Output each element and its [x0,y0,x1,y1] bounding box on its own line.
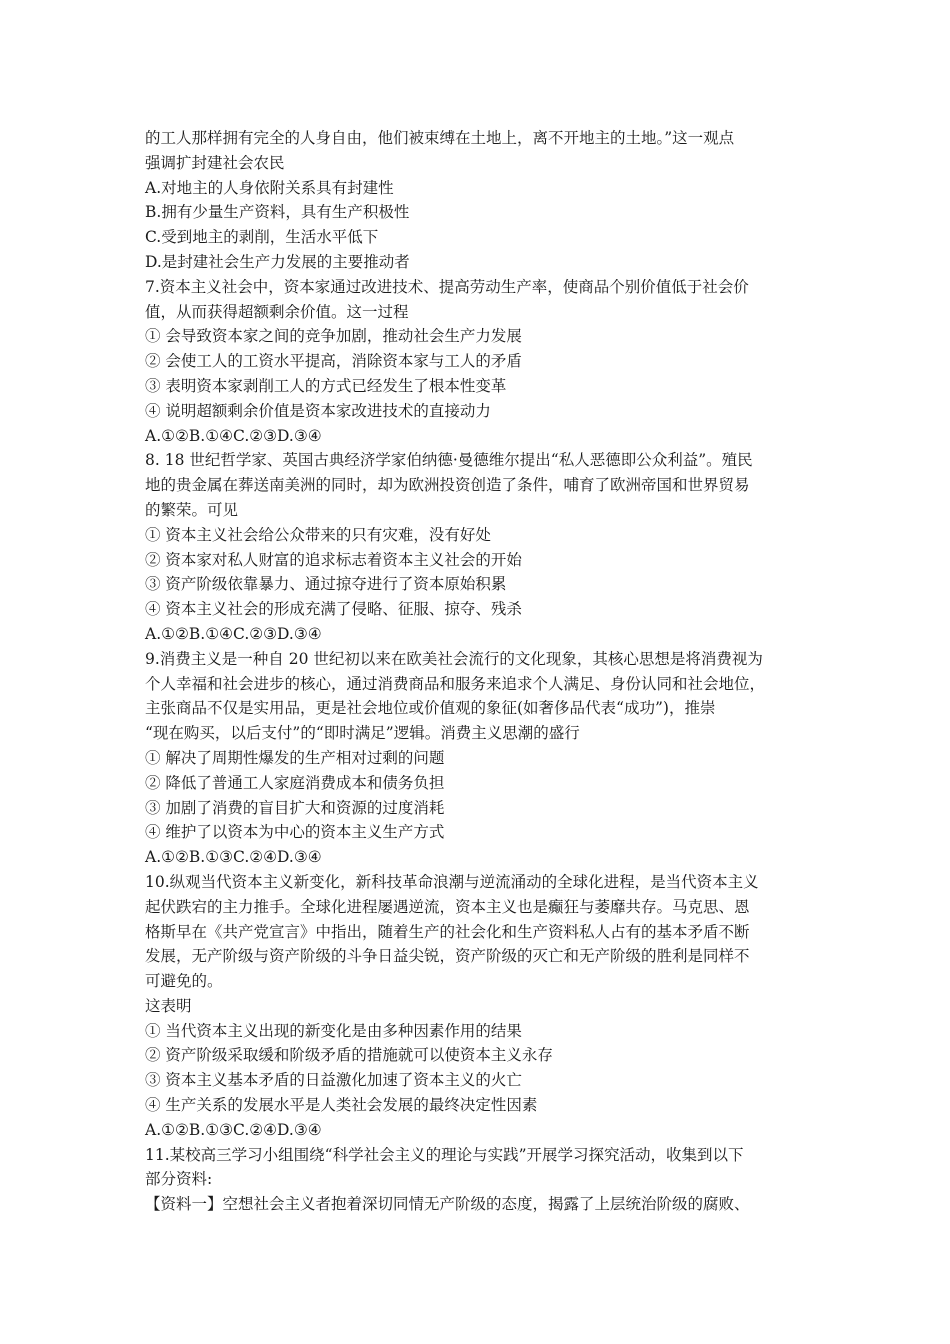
statement: ④ 生产关系的发展水平是人类社会发展的最终决定性因素 [145,1096,538,1115]
answer-options: A.①②B.①④C.②③D.③④ [145,426,322,445]
statement: ③ 加剧了消费的盲目扩大和资源的过度消耗 [145,798,445,817]
statement: ② 资本家对私人财富的追求标志着资本主义社会的开始 [145,550,522,569]
option-a: A.对地主的人身依附关系具有封建性 [145,178,394,197]
statement: ③ 资本主义基本矛盾的日益激化加速了资本主义的火亡 [145,1071,522,1090]
document-page [145,126,810,1217]
answer-options: A.①②B.①③C.②④D.③④ [145,1120,322,1139]
statement: ④ 说明超额剩余价值是资本家改进技术的直接动力 [145,401,491,420]
statement: ④ 资本主义社会的形成充满了侵略、征服、掠夺、残杀 [145,600,522,619]
statement: ① 当代资本主义出现的新变化是由多种因素作用的结果 [145,1021,522,1040]
text-line: 强调扩封建社会农民 [145,153,285,172]
question-7-stem: 值，从而获得超额剩余价值。这一过程 [145,302,409,321]
question-10-stem: 发展，无产阶级与资产阶级的斗争日益尖锐，资产阶级的灭亡和无产阶级的胜利是同样不 [145,947,750,966]
answer-options: A.①②B.①④C.②③D.③④ [145,624,322,643]
statement: ③ 表明资本家剥削工人的方式已经发生了根本性变革 [145,376,507,395]
question-10-stem: 10.纵观当代资本主义新变化，新科技革命浪潮与逆流涌动的全球化进程，是当代资本主义 [145,872,759,891]
statement: ② 会使工人的工资水平提高，消除资本家与工人的矛盾 [145,352,522,371]
question-9-stem: “现在购买，以后支付”的“即时满足”逻辑。消费主义思潮的盛行 [145,724,580,743]
question-11-stem: 11.某校高三学习小组围绕“科学社会主义的理论与实践”开展学习探究活动，收集到以下 [145,1145,744,1164]
option-d: D.是封建社会生产力发展的主要推动者 [145,252,410,271]
option-b: B.拥有少量生产资料，具有生产积极性 [145,203,410,222]
question-8-stem: 8. 18 世纪哲学家、英国古典经济学家伯纳德·曼德维尔提出“私人恶德即公众利益”。殖民 [145,451,753,470]
statement: ④ 维护了以资本为中心的资本主义生产方式 [145,823,445,842]
text-line: 的工人那样拥有完全的人身自由，他们被束缚在土地上，离不开地主的土地。”这一观点 [145,129,735,147]
question-8-stem: 地的贵金属在葬送南美洲的同时，却为欧洲投资创造了条件，哺育了欧洲帝国和世界贸易 [145,476,750,495]
question-9-stem: 9.消费主义是一种自 20 世纪初以来在欧美社会流行的文化现象，其核心思想是将消费视为 [145,649,763,668]
question-9-stem: 主张商品不仅是实用品，更是社会地位或价值观的象征(如奢侈品代表“成功”)，推崇 [145,699,716,718]
statement: ② 降低了普通工人家庭消费成本和债务负担 [145,773,445,792]
material-1: 【资料一】空想社会主义者抱着深切同情无产阶级的态度，揭露了上层统治阶级的腐败、 [145,1195,750,1214]
question-10-stem: 格斯早在《共产党宣言》中指出，随着生产的社会化和生产资料私人占有的基本矛盾不断 [145,922,750,941]
statement: ② 资产阶级采取缓和阶级矛盾的措施就可以使资本主义永存 [145,1046,553,1065]
statement: ③ 资产阶级依靠暴力、通过掠夺进行了资本原始积累 [145,575,507,594]
question-10-prompt: 这表明 [145,996,192,1015]
question-10-stem: 可避免的。 [145,972,223,991]
question-10-stem: 起伏跌宕的主力推手。全球化进程屡遇逆流，资本主义也是癫狂与萎靡共存。马克思、恩 [145,897,750,916]
answer-options: A.①②B.①③C.②④D.③④ [145,848,322,867]
question-9-stem: 个人幸福和社会进步的核心，通过消费商品和服务来追求个人满足、身份认同和社会地位， [145,674,766,693]
statement: ① 会导致资本家之间的竞争加剧，推动社会生产力发展 [145,327,522,346]
question-7-stem: 7.资本主义社会中，资本家通过改进技术、提高劳动生产率，使商品个别价值低于社会价 [145,277,749,296]
question-8-stem: 的繁荣。可见 [145,500,239,519]
statement: ① 解决了周期性爆发的生产相对过剩的问题 [145,748,445,767]
statement: ① 资本主义社会给公众带来的只有灾难，没有好处 [145,525,491,544]
option-c: C.受到地主的剥削，生活水平低下 [145,228,379,247]
question-11-stem: 部分资料: [145,1170,213,1189]
